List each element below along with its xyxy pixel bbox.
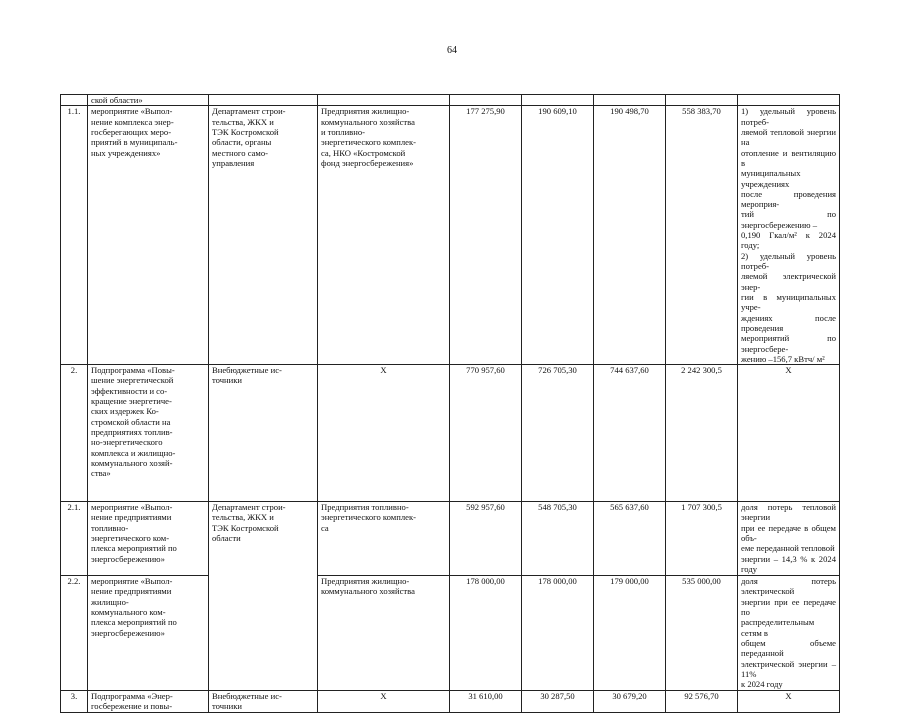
executor <box>209 95 318 106</box>
value-year-1: 592 957,60 <box>450 502 522 576</box>
value-year-2: 726 705,30 <box>522 365 594 502</box>
value-total: 92 576,70 <box>666 690 738 712</box>
program-table <box>60 94 840 713</box>
expected-result: доля потерь тепловой энергии при ее передаче в общем объ- еме переданной тепловой энергии – 14,3 % к 2024 году <box>738 502 840 576</box>
executor: Департамент строи- тельства, ЖКХ и ТЭК Костромской области, органы местного само- управления <box>209 106 318 365</box>
row-number: 2.2. <box>61 576 88 690</box>
expected-result: X <box>738 365 840 502</box>
value-total: 1 707 300,5 <box>666 502 738 576</box>
activity-name: Подпрограмма «Повы- шение энергетической эффективности и со- кращение энергетиче- ских издержек Ко- стромской области на предприятиях топлив- но-энергетического комплекса и жилищно- коммунального хозяй- ства» <box>88 365 209 502</box>
executor: Внебюджетные ис- точники <box>209 365 318 502</box>
value-year-3: 744 637,60 <box>594 365 666 502</box>
value-year-3: 565 637,60 <box>594 502 666 576</box>
table-row <box>61 365 840 502</box>
table-row <box>61 106 840 365</box>
value-year-2: 178 000,00 <box>522 576 594 690</box>
expected-result <box>738 95 840 106</box>
value-year-1: 31 610,00 <box>450 690 522 712</box>
table-row <box>61 95 840 106</box>
activity-name: мероприятие «Выпол- нение предприятиями жилищно- коммунального ком- плекса мероприятий по энергосбережению» <box>88 576 209 690</box>
activity-name: мероприятие «Выпол- нение предприятиями топливно- энергетического ком- плекса мероприятий по энергосбережению» <box>88 502 209 576</box>
executor: Департамент строи- тельства, ЖКХ и ТЭК Костромской области <box>209 502 318 690</box>
funding-source: X <box>318 365 450 502</box>
row-number: 2. <box>61 365 88 502</box>
executor: Внебюджетные ис- точники <box>209 690 318 712</box>
row-number: 3. <box>61 690 88 712</box>
value-total: 2 242 300,5 <box>666 365 738 502</box>
value-year-1: 178 000,00 <box>450 576 522 690</box>
table-row <box>61 576 840 690</box>
table-row <box>61 502 840 576</box>
value-year-3: 179 000,00 <box>594 576 666 690</box>
value-year-3: 190 498,70 <box>594 106 666 365</box>
activity-name: Подпрограмма «Энер- госбережение и повы- <box>88 690 209 712</box>
value-year-2: 30 287,50 <box>522 690 594 712</box>
value-year-1: 770 957,60 <box>450 365 522 502</box>
expected-result: 1) удельный уровень потреб- ляемой тепловой энергии на отопление и вентиляцию в муниципальных учреждениях после проведения мероприя- тий по энергосбережению – 0,190 Гкал/м² к 2024 году; 2) удельный уровень потреб- ляемой электрической энер- гии в муниципальных учре- ждениях после проведения мероприятий по энергосбере- жению –156,7 кВтч/ м² <box>738 106 840 365</box>
row-number: 2.1. <box>61 502 88 576</box>
value-year-2: 548 705,30 <box>522 502 594 576</box>
value-year-2 <box>522 95 594 106</box>
table-row <box>61 690 840 712</box>
value-year-3 <box>594 95 666 106</box>
value-year-1 <box>450 95 522 106</box>
funding-source: Предприятия топливно- энергетического комплек- са <box>318 502 450 576</box>
expected-result: X <box>738 690 840 712</box>
activity-name: ской области» <box>88 95 209 106</box>
value-total <box>666 95 738 106</box>
value-total: 535 000,00 <box>666 576 738 690</box>
value-total: 558 383,70 <box>666 106 738 365</box>
expected-result: доля потерь электрической энергии при ее передаче по распределительным сетям в общем объеме переданной электрической энергии –11% к 2024 году <box>738 576 840 690</box>
funding-source: Предприятия жилищно- коммунального хозяйства <box>318 576 450 690</box>
value-year-1: 177 275,90 <box>450 106 522 365</box>
funding-source: X <box>318 690 450 712</box>
funding-source <box>318 95 450 106</box>
row-number <box>61 95 88 106</box>
funding-source: Предприятия жилищно- коммунального хозяйства и топливно- энергетического комплек- са, НКО «Костромской фонд энергосбережения» <box>318 106 450 365</box>
value-year-3: 30 679,20 <box>594 690 666 712</box>
activity-name: мероприятие «Выпол- нение комплекса энер- госберегающих меро- приятий в муниципаль- ных учреждениях» <box>88 106 209 365</box>
page-number: 64 <box>447 45 457 56</box>
row-number: 1.1. <box>61 106 88 365</box>
value-year-2: 190 609,10 <box>522 106 594 365</box>
